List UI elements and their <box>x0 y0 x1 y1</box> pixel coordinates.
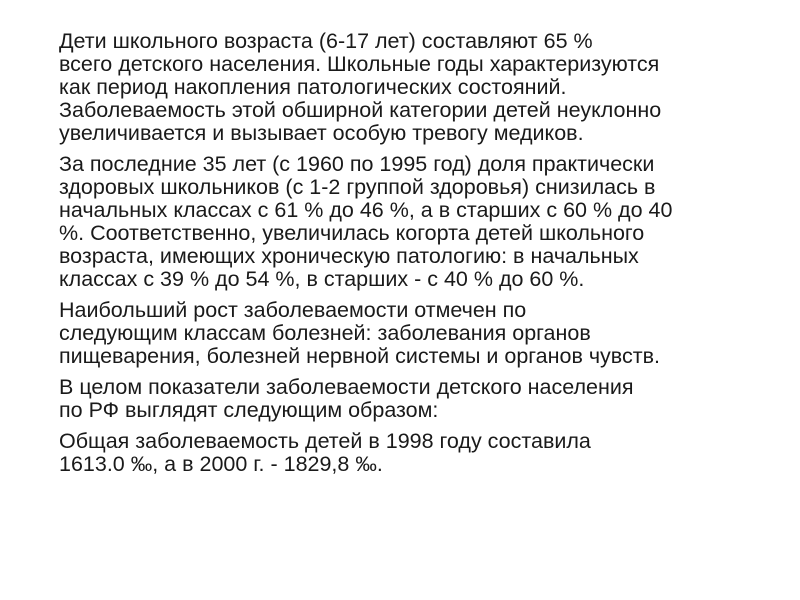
text-line: 1613.0 ‰, а в 2000 г. - 1829,8 ‰. <box>59 452 383 476</box>
text-line: Дети школьного возраста (6-17 лет) составляют 65 % <box>59 29 593 53</box>
text-line: За последние 35 лет (с 1960 по 1995 год) доля практически <box>59 152 655 176</box>
text-line: по РФ выглядят следующим образом: <box>59 398 439 422</box>
text-line: возраста, имеющих хроническую патологию: в начальных <box>59 244 639 268</box>
paragraph-russia-overview <box>27 376 777 422</box>
text-line: Наибольший рост заболеваемости отмечен по <box>59 298 527 322</box>
text-line: увеличивается и вызывает особую тревогу медиков. <box>59 121 584 145</box>
text-line: здоровых школьников (с 1-2 группой здоровья) снизилась в <box>59 175 656 199</box>
text-line: следующим классам болезней: заболевания органов <box>59 321 591 345</box>
paragraph-healthy-share-trend <box>27 153 777 291</box>
text-line: начальных классах с 61 % до 46 %, а в старших с 60 % до 40 <box>59 198 673 222</box>
text-line: пищеварения, болезней нервной системы и органов чувств. <box>59 344 660 368</box>
text-line: классах с 39 % до 54 %, в старших - с 40 % до 60 %. <box>59 267 585 291</box>
text-line: Заболеваемость этой обширной категории детей неуклонно <box>59 98 662 122</box>
paragraph-disease-classes <box>27 299 777 368</box>
slide-text-body <box>27 30 777 484</box>
text-line: %. Соответственно, увеличилась когорта детей школьного <box>59 221 645 245</box>
paragraph-overall-morbidity <box>27 430 777 476</box>
paragraph-school-age-share <box>27 30 777 145</box>
text-line: как период накопления патологических состояний. <box>59 75 567 99</box>
text-line: Общая заболеваемость детей в 1998 году составила <box>59 429 591 453</box>
text-line: В целом показатели заболеваемости детского населения <box>59 375 634 399</box>
text-line: всего детского населения. Школьные годы характеризуются <box>59 52 660 76</box>
